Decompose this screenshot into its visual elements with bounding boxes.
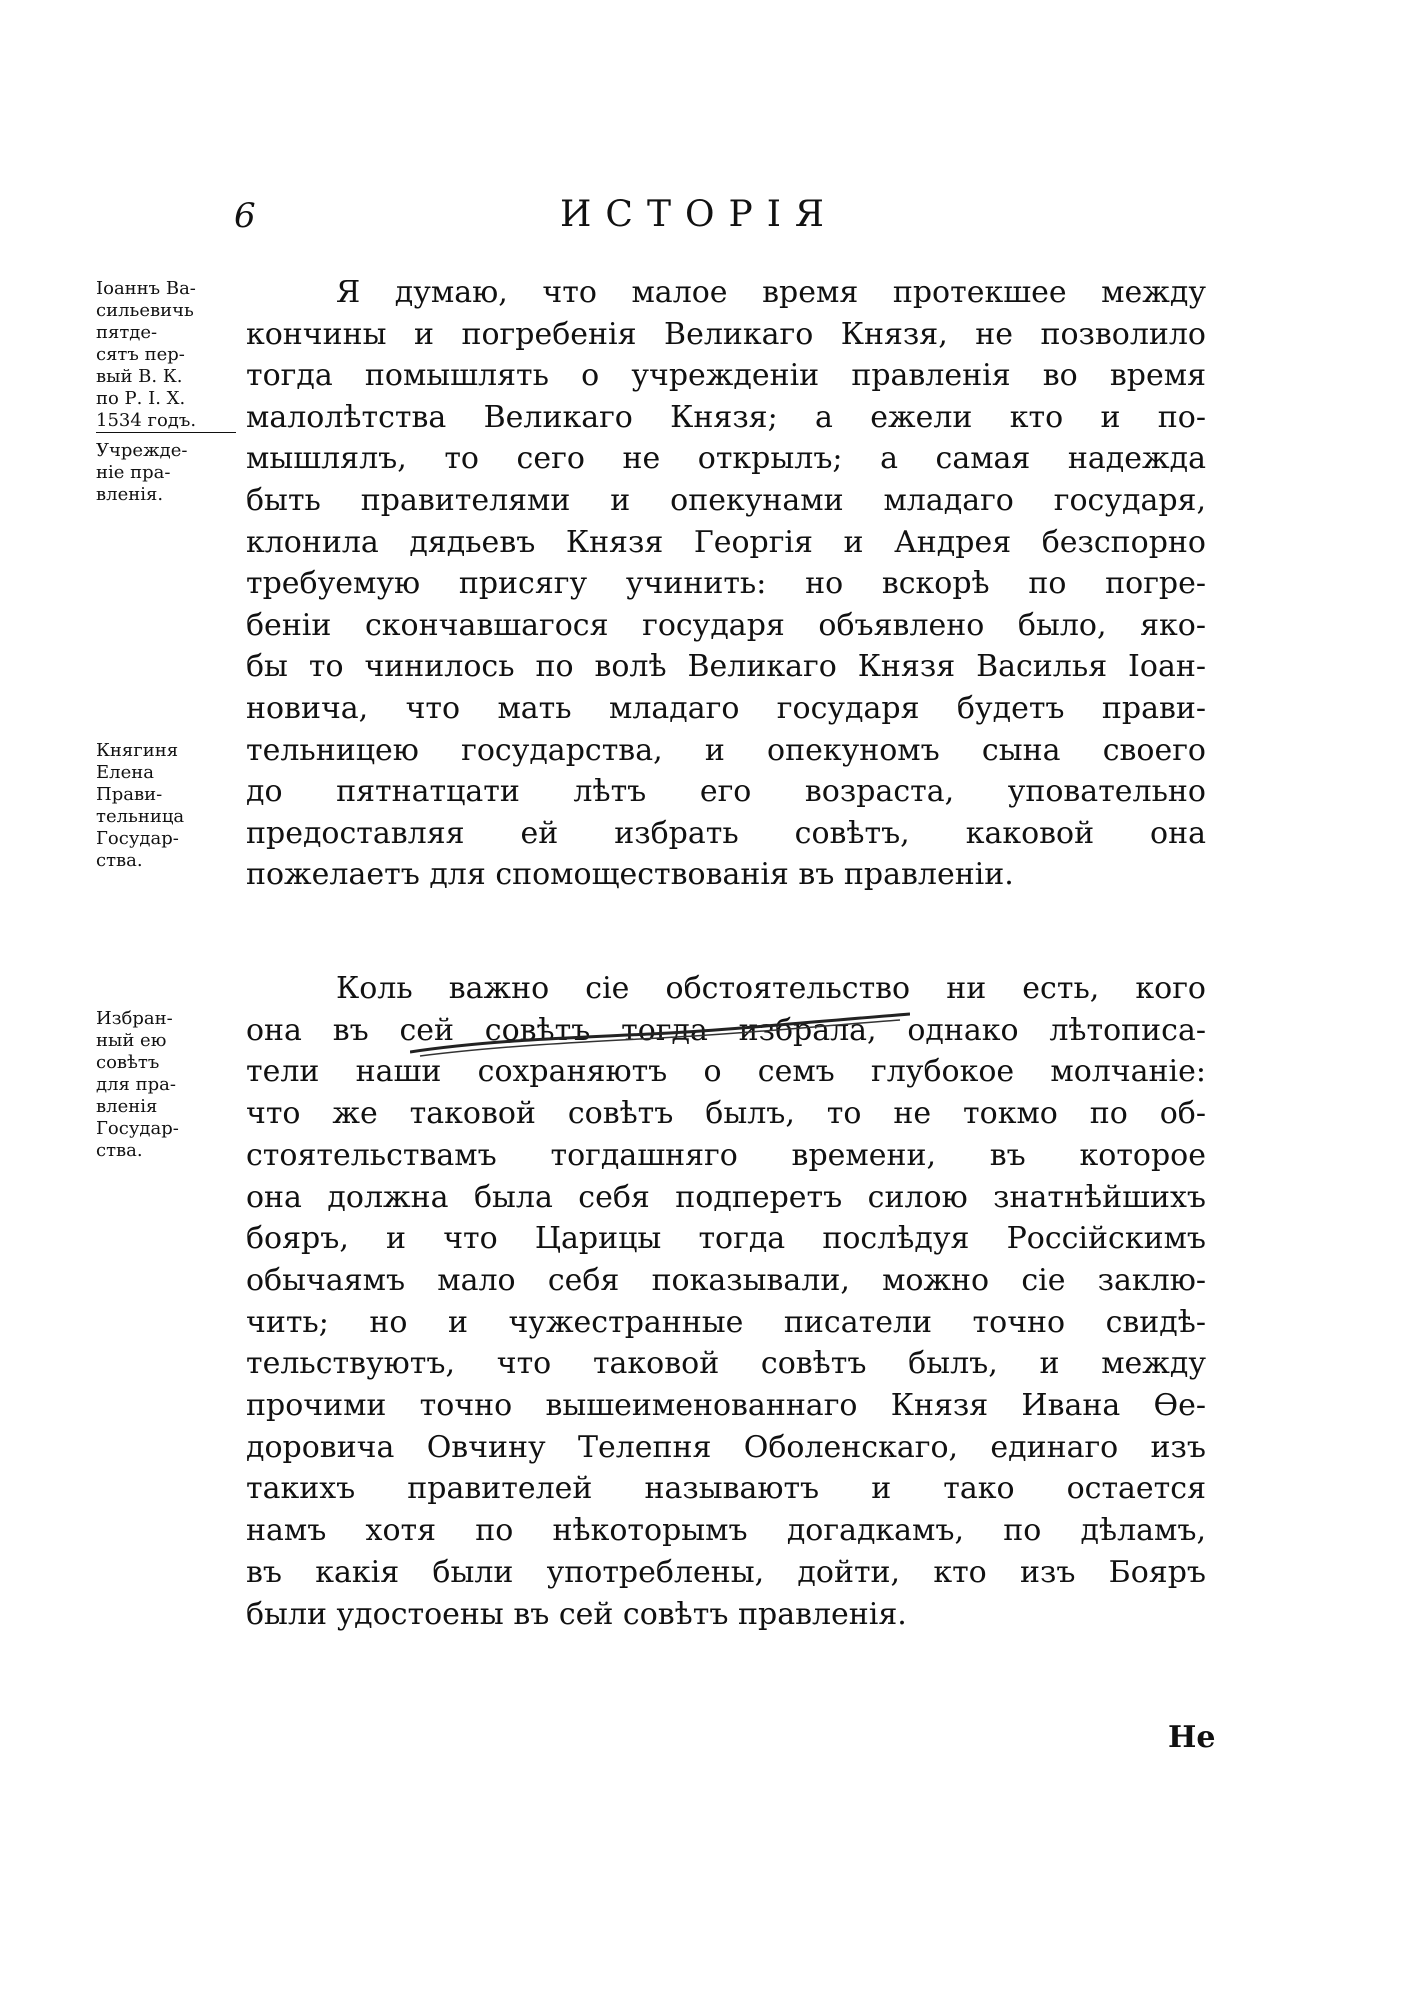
text-line: доровича Овчину Телепня Оболенскаго, единаго изъ [246,1429,1206,1465]
marginal-line: сильевичь [96,300,194,321]
marginal-line: ства. [96,850,143,871]
text-line: такихъ правителей называютъ и тако остается [246,1471,1206,1507]
marginal-line: Елена [96,762,154,783]
text-line: прочими точно вышеименованнаго Князя Ивана Ѳе- [246,1388,1206,1424]
text-line: малолѣтства Великаго Князя; а ежели кто и по- [246,399,1206,435]
text-line: до пятнатцати лѣтъ его возраста, уповательно [246,774,1206,810]
text-line: требуемую присягу учинить: но вскорѣ по погре- [246,566,1206,602]
text-line: стоятельствамъ тогдашняго времени, въ которое [246,1137,1206,1173]
running-head: ИСТОРІЯ [560,194,838,235]
marginal-note-uchrezhdenie [96,440,236,506]
marginal-line: ніе пра- [96,462,171,483]
text-line: были удостоены въ сей совѣтъ правленія. [246,1596,907,1632]
marginal-line: сятъ пер- [96,344,185,365]
text-line: новича, что мать младаго государя будетъ прави- [246,690,1206,726]
ink-scribble [410,1010,910,1070]
text-line: она должна была себя подперетъ силою знатнѣйшихъ [246,1179,1206,1215]
text-line: намъ хотя по нѣкоторымъ догадкамъ, по дѣламъ, [246,1513,1206,1549]
marginal-line: Государ- [96,1118,179,1139]
marginal-line: Избран- [96,1008,173,1029]
marginal-line: Прави- [96,784,163,805]
text-line: въ какія были употреблены, дойти, кто изъ Бояръ [246,1554,1206,1590]
text-line: беніи скончавшагося государя объявлено было, яко- [246,607,1206,643]
text-line: обычаямъ мало себя показывали, можно сіе заклю- [246,1262,1206,1298]
text-line: пожелаетъ для спомоществованія въ правленіи. [246,857,1014,893]
text-line: тогда помышлять о учрежденіи правленія во время [246,358,1206,394]
text-line: чить; но и чужестранные писатели точно свидѣ- [246,1304,1206,1340]
marginal-line: по Р. І. Х. [96,388,186,409]
marginal-line: вленія. [96,484,164,505]
marginal-line: пятде- [96,322,158,343]
marginal-line: ства. [96,1140,143,1161]
text-line: Коль важно сіе обстоятельство ни есть, кого [336,971,1206,1006]
page-number: 6 [234,196,256,236]
marginal-line: для пра- [96,1074,176,1095]
text-line: предоставляя ей избрать совѣтъ, каковой она [246,815,1206,851]
text-line: кончины и погребенія Великаго Князя, не позволило [246,316,1206,352]
marginal-note-ioann [96,278,236,433]
text-line: что же таковой совѣтъ былъ, то не токмо по об- [246,1096,1206,1132]
marginal-note-elena [96,740,236,872]
text-line: Я думаю, что малое время протекшее между [336,275,1206,310]
marginal-line: вый В. К. [96,366,183,387]
text-line: тельствуютъ, что таковой совѣтъ былъ, и между [246,1346,1206,1382]
text-line: бы то чинилось по волѣ Великаго Князя Василья Іоан- [246,649,1206,685]
marginal-line: Іоаннъ Ва- [96,278,196,299]
marginal-line: Учрежде- [96,440,188,461]
text-line: быть правителями и опекунами младаго государя, [246,482,1206,518]
text-line: клонила дядьевъ Князя Георгія и Андрея безспорно [246,524,1206,560]
marginal-line: Государ- [96,828,179,849]
text-line: бояръ, и что Царицы тогда послѣдуя Россійскимъ [246,1221,1206,1257]
paragraph-1 [246,272,1206,896]
marginal-note-sovet [96,1008,236,1162]
text-line: она въ сей совѣтъ тогда избрала, однако лѣтописа- [246,1012,1206,1048]
marginal-line: ный ею [96,1030,167,1051]
marginal-line: тельница [96,806,185,827]
marginal-line: вленія [96,1096,158,1117]
catchword: Не [1168,1720,1216,1755]
text-line: мышлялъ, то сего не открылъ; а самая надежда [246,441,1206,477]
text-line: тельницею государства, и опекуномъ сына своего [246,732,1206,768]
marginal-line-year: 1534 годъ. [96,410,236,433]
text-line: тели наши сохраняютъ о семъ глубокое молчаніе: [246,1054,1206,1090]
marginal-line: совѣтъ [96,1052,160,1073]
marginal-line: Княгиня [96,740,179,761]
